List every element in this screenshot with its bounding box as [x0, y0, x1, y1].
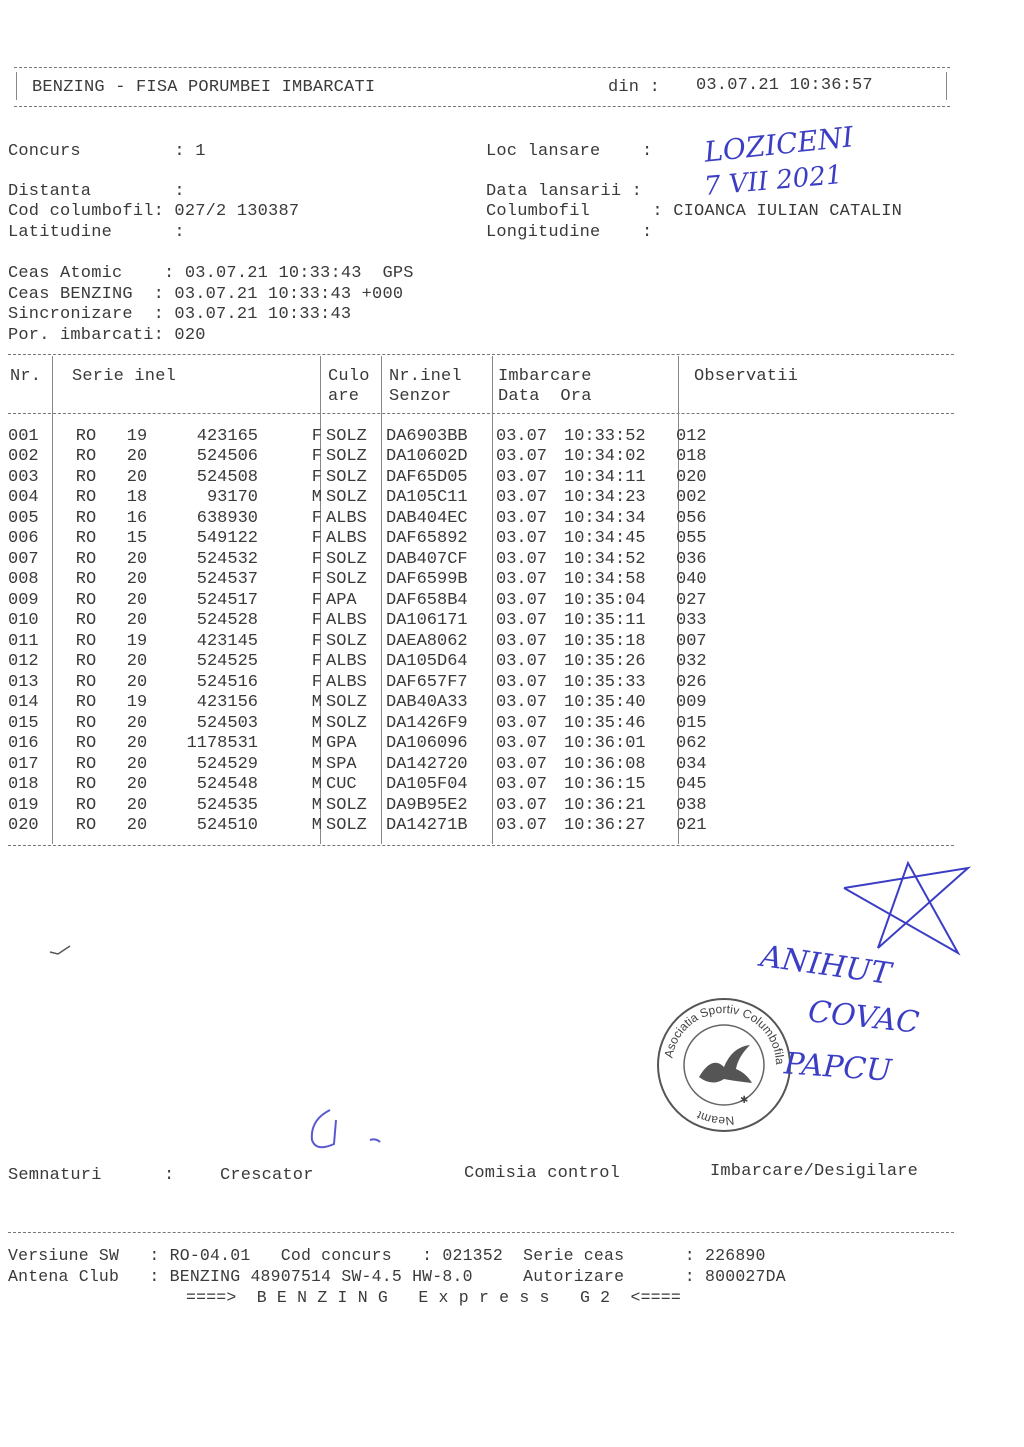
cell-color: SOLZ: [326, 488, 367, 508]
cell-sensor-id: DAF65D05: [386, 467, 468, 487]
dove-icon: [699, 1045, 752, 1083]
cell-country-code: RO: [75, 549, 97, 569]
cell-boarding-date: 03.07: [496, 447, 548, 467]
cell-sensor-id: DAEA8062: [386, 631, 468, 651]
cell-row-number: 015: [8, 713, 39, 733]
cell-ring-number: 524510: [196, 816, 258, 836]
cell-row-number: 007: [8, 549, 39, 569]
cell-observation: 026: [676, 672, 707, 692]
star-signature: [838, 858, 978, 968]
table-row: [8, 426, 736, 447]
cell-sensor-id: DA106171: [386, 611, 468, 631]
cell-ring-year: 20: [126, 672, 148, 692]
cell-country-code: RO: [75, 775, 97, 795]
cell-sex: F: [311, 631, 322, 651]
cell-sex: M: [311, 734, 322, 754]
comisia-control-label: Comisia control: [464, 1164, 621, 1183]
header-culoare-2: are: [328, 387, 360, 406]
cell-boarding-date: 03.07: [496, 713, 548, 733]
cell-ring-year: 20: [126, 590, 148, 610]
cell-country-code: RO: [75, 754, 97, 774]
cell-observation: 034: [676, 754, 707, 774]
date-label: din :: [608, 78, 661, 97]
cell-ring-year: 20: [126, 611, 148, 631]
cell-ring-year: 20: [126, 713, 148, 733]
cell-color: CUC: [326, 775, 357, 795]
cell-observation: 038: [676, 795, 707, 815]
cell-ring-number: 524537: [196, 570, 258, 590]
cell-country-code: RO: [75, 652, 97, 672]
cell-color: SOLZ: [326, 426, 367, 446]
cell-sensor-id: DA14271B: [386, 816, 468, 836]
cell-ring-number: 93170: [206, 488, 258, 508]
cell-color: SOLZ: [326, 570, 367, 590]
cell-row-number: 001: [8, 426, 39, 446]
cell-boarding-date: 03.07: [496, 549, 548, 569]
cell-sex: F: [311, 447, 322, 467]
cell-boarding-date: 03.07: [496, 590, 548, 610]
cell-country-code: RO: [75, 488, 97, 508]
table-row: [8, 652, 736, 673]
header-imbarcare: Imbarcare: [498, 367, 592, 386]
cell-row-number: 011: [8, 631, 39, 651]
cell-color: SPA: [326, 754, 357, 774]
footer-line-1: Versiune SW : RO-04.01 Cod concurs : 021352 Serie ceas : 226890: [8, 1246, 766, 1265]
header-left-rule: [16, 72, 17, 100]
header-senzor: Senzor: [389, 387, 452, 406]
ceas-atomic-field: Ceas Atomic : 03.07.21 10:33:43 GPS: [8, 264, 414, 283]
cell-row-number: 016: [8, 734, 39, 754]
cell-color: ALBS: [326, 508, 367, 528]
document-title: BENZING - FISA PORUMBEI IMBARCATI: [32, 78, 376, 97]
cell-ring-year: 20: [126, 754, 148, 774]
cell-boarding-date: 03.07: [496, 734, 548, 754]
cell-sex: M: [311, 816, 322, 836]
cell-row-number: 013: [8, 672, 39, 692]
cell-observation: 036: [676, 549, 707, 569]
cell-ring-number: 1178531: [186, 734, 258, 754]
cell-observation: 021: [676, 816, 707, 836]
header-top-rule: [14, 67, 950, 68]
cell-sensor-id: DAB407CF: [386, 549, 468, 569]
cell-boarding-time: 10:35:04: [564, 590, 646, 610]
table-row: [8, 467, 736, 488]
cell-ring-number: 524529: [196, 754, 258, 774]
cell-ring-number: 423145: [196, 631, 258, 651]
cell-sex: F: [311, 508, 322, 528]
cell-ring-year: 20: [126, 447, 148, 467]
crescator-signature: [300, 1100, 420, 1160]
document-date: 03.07.21 10:36:57: [696, 76, 873, 95]
cell-sensor-id: DA105D64: [386, 652, 468, 672]
longitudine-field: Longitudine :: [486, 223, 653, 242]
cell-observation: 056: [676, 508, 707, 528]
table-top-rule: [8, 354, 954, 355]
stamp-text-right: Neamt: [694, 1108, 735, 1129]
cell-color: SOLZ: [326, 467, 367, 487]
cell-boarding-date: 03.07: [496, 795, 548, 815]
signature-line-2: COVAC: [806, 994, 921, 1041]
cell-row-number: 014: [8, 693, 39, 713]
cell-ring-year: 19: [126, 631, 148, 651]
cell-boarding-time: 10:35:46: [564, 713, 646, 733]
cell-boarding-time: 10:34:45: [564, 529, 646, 549]
table-bottom-rule: [8, 845, 954, 846]
cell-row-number: 020: [8, 816, 39, 836]
table-row: [8, 508, 736, 529]
table-row: [8, 816, 736, 837]
cell-color: SOLZ: [326, 795, 367, 815]
table-row: [8, 590, 736, 611]
cell-country-code: RO: [75, 611, 97, 631]
cell-observation: 027: [676, 590, 707, 610]
cell-country-code: RO: [75, 693, 97, 713]
cell-ring-number: 524548: [196, 775, 258, 795]
table-row: [8, 672, 736, 693]
cell-boarding-time: 10:35:40: [564, 693, 646, 713]
semnaturi-label: Semnaturi :: [8, 1166, 175, 1185]
header-serie-inel: Serie inel: [72, 367, 177, 386]
table-row: [8, 734, 736, 755]
cell-color: ALBS: [326, 652, 367, 672]
cell-ring-number: 524535: [196, 795, 258, 815]
cell-observation: 018: [676, 447, 707, 467]
cell-boarding-time: 10:34:11: [564, 467, 646, 487]
cell-ring-number: 524525: [196, 652, 258, 672]
cell-ring-year: 20: [126, 795, 148, 815]
cell-ring-year: 20: [126, 570, 148, 590]
cell-color: SOLZ: [326, 631, 367, 651]
cell-country-code: RO: [75, 713, 97, 733]
cell-sex: F: [311, 672, 322, 692]
cell-ring-year: 15: [126, 529, 148, 549]
cell-sensor-id: DA6903BB: [386, 426, 468, 446]
table-row: [8, 775, 736, 796]
cell-row-number: 006: [8, 529, 39, 549]
cell-boarding-date: 03.07: [496, 467, 548, 487]
cell-boarding-date: 03.07: [496, 754, 548, 774]
cell-country-code: RO: [75, 672, 97, 692]
concurs-field: Concurs : 1: [8, 142, 206, 161]
cell-color: SOLZ: [326, 693, 367, 713]
data-lansarii-handwritten: 7 VII 2021: [702, 160, 844, 202]
cell-ring-year: 19: [126, 426, 148, 446]
svg-text:✱: ✱: [740, 1095, 749, 1106]
cell-ring-year: 20: [126, 652, 148, 672]
cell-ring-number: 524517: [196, 590, 258, 610]
signature-line-3: PAPCU: [782, 1046, 893, 1089]
cell-boarding-time: 10:34:58: [564, 570, 646, 590]
cell-sex: M: [311, 693, 322, 713]
cell-color: ALBS: [326, 611, 367, 631]
cell-ring-number: 524528: [196, 611, 258, 631]
cell-sensor-id: DAF6599B: [386, 570, 468, 590]
cell-country-code: RO: [75, 447, 97, 467]
table-row: [8, 693, 736, 714]
cell-boarding-time: 10:35:18: [564, 631, 646, 651]
cell-observation: 033: [676, 611, 707, 631]
cell-observation: 012: [676, 426, 707, 446]
header-observatii: Observatii: [694, 367, 799, 386]
cell-sensor-id: DAB404EC: [386, 508, 468, 528]
table-row: [8, 447, 736, 468]
cell-row-number: 019: [8, 795, 39, 815]
cell-boarding-date: 03.07: [496, 488, 548, 508]
cell-boarding-time: 10:34:23: [564, 488, 646, 508]
cell-boarding-date: 03.07: [496, 816, 548, 836]
header-nr-inel: Nr.inel: [389, 367, 462, 386]
cell-ring-number: 423165: [196, 426, 258, 446]
crescator-label: Crescator: [220, 1166, 314, 1185]
cell-sex: F: [311, 570, 322, 590]
header-nr: Nr.: [10, 367, 42, 386]
imbarcare-desigilare-label: Imbarcare/Desigilare: [710, 1162, 919, 1181]
cell-boarding-time: 10:36:27: [564, 816, 646, 836]
latitudine-field: Latitudine :: [8, 223, 185, 242]
cell-boarding-date: 03.07: [496, 672, 548, 692]
cell-ring-number: 524506: [196, 447, 258, 467]
cell-ring-number: 524508: [196, 467, 258, 487]
cell-row-number: 018: [8, 775, 39, 795]
cell-color: SOLZ: [326, 447, 367, 467]
cell-ring-year: 20: [126, 549, 148, 569]
cell-ring-year: 20: [126, 467, 148, 487]
cell-sex: M: [311, 795, 322, 815]
cell-country-code: RO: [75, 529, 97, 549]
small-mark: [48, 942, 78, 958]
cell-ring-year: 19: [126, 693, 148, 713]
cell-row-number: 009: [8, 590, 39, 610]
cell-color: GPA: [326, 734, 357, 754]
cell-sex: F: [311, 529, 322, 549]
cell-boarding-time: 10:36:01: [564, 734, 646, 754]
cell-country-code: RO: [75, 734, 97, 754]
cell-boarding-time: 10:33:52: [564, 426, 646, 446]
loc-lansare-handwritten: LOZICENI: [702, 120, 855, 169]
cell-row-number: 004: [8, 488, 39, 508]
cell-ring-year: 20: [126, 775, 148, 795]
table-row: [8, 611, 736, 632]
cell-ring-year: 16: [126, 508, 148, 528]
cell-country-code: RO: [75, 508, 97, 528]
cell-sex: M: [311, 488, 322, 508]
footer-line-3: ====> B E N Z I N G E x p r e s s G 2 <====: [186, 1288, 681, 1307]
cell-ring-number: 524503: [196, 713, 258, 733]
columbofil-field: Columbofil : CIOANCA IULIAN CATALIN: [486, 202, 903, 221]
cell-row-number: 017: [8, 754, 39, 774]
cell-sex: F: [311, 652, 322, 672]
cell-observation: 009: [676, 693, 707, 713]
table-header-rule: [8, 413, 954, 414]
header-data-ora: Data Ora: [498, 387, 592, 406]
cell-country-code: RO: [75, 795, 97, 815]
cell-sensor-id: DA106096: [386, 734, 468, 754]
cell-color: ALBS: [326, 672, 367, 692]
cell-sex: F: [311, 590, 322, 610]
cell-observation: 040: [676, 570, 707, 590]
cell-sex: F: [311, 611, 322, 631]
data-lansarii-field: Data lansarii :: [486, 182, 643, 201]
table-row: [8, 549, 736, 570]
cell-country-code: RO: [75, 590, 97, 610]
porumbei-imbarcati-field: Por. imbarcati: 020: [8, 326, 206, 345]
stamp-text-top: Asociatia Sportiv Columbofila: [661, 1001, 788, 1066]
table-row: [8, 529, 736, 550]
signature-line-1: ANIHUT: [758, 939, 894, 992]
cell-boarding-time: 10:36:08: [564, 754, 646, 774]
cell-boarding-date: 03.07: [496, 652, 548, 672]
cell-ring-year: 20: [126, 816, 148, 836]
cell-boarding-time: 10:35:11: [564, 611, 646, 631]
cell-color: SOLZ: [326, 549, 367, 569]
table-row: [8, 754, 736, 775]
cell-observation: 032: [676, 652, 707, 672]
cell-boarding-date: 03.07: [496, 631, 548, 651]
cell-observation: 007: [676, 631, 707, 651]
distanta-field: Distanta :: [8, 182, 185, 201]
cell-sensor-id: DA105C11: [386, 488, 468, 508]
cell-boarding-date: 03.07: [496, 426, 548, 446]
cell-country-code: RO: [75, 426, 97, 446]
cell-sensor-id: DAF657F7: [386, 672, 468, 692]
cell-sex: F: [311, 467, 322, 487]
table-row: [8, 570, 736, 591]
cell-row-number: 003: [8, 467, 39, 487]
cell-ring-number: 524532: [196, 549, 258, 569]
cell-color: APA: [326, 590, 357, 610]
cell-boarding-time: 10:34:02: [564, 447, 646, 467]
cell-row-number: 005: [8, 508, 39, 528]
loc-lansare-field: Loc lansare :: [486, 142, 653, 161]
cell-boarding-time: 10:35:33: [564, 672, 646, 692]
sincronizare-field: Sincronizare : 03.07.21 10:33:43: [8, 305, 352, 324]
cell-observation: 015: [676, 713, 707, 733]
cell-ring-year: 20: [126, 734, 148, 754]
header-right-rule: [946, 72, 947, 100]
cell-color: ALBS: [326, 529, 367, 549]
cell-sensor-id: DA105F04: [386, 775, 468, 795]
cell-boarding-time: 10:34:34: [564, 508, 646, 528]
cell-row-number: 010: [8, 611, 39, 631]
cell-boarding-time: 10:34:52: [564, 549, 646, 569]
cell-sensor-id: DAB40A33: [386, 693, 468, 713]
cell-ring-number: 549122: [196, 529, 258, 549]
cell-row-number: 002: [8, 447, 39, 467]
cell-boarding-date: 03.07: [496, 570, 548, 590]
table-row: [8, 795, 736, 816]
cell-sensor-id: DA10602D: [386, 447, 468, 467]
cell-country-code: RO: [75, 816, 97, 836]
cell-boarding-time: 10:36:15: [564, 775, 646, 795]
cell-sensor-id: DA142720: [386, 754, 468, 774]
footer-line-2: Antena Club : BENZING 48907514 SW-4.5 HW-8.0 Autorizare : 800027DA: [8, 1267, 786, 1286]
cell-boarding-date: 03.07: [496, 529, 548, 549]
table-row: [8, 713, 736, 734]
cell-color: SOLZ: [326, 816, 367, 836]
header-culoare-1: Culo: [328, 367, 370, 386]
cell-sex: M: [311, 754, 322, 774]
cell-sex: M: [311, 713, 322, 733]
table-row: [8, 631, 736, 652]
cell-country-code: RO: [75, 570, 97, 590]
cell-sensor-id: DAF658B4: [386, 590, 468, 610]
footer-top-rule: [8, 1232, 954, 1233]
cell-sensor-id: DAF65892: [386, 529, 468, 549]
pigeon-table: [8, 426, 736, 836]
cod-columbofil-field: Cod columbofil: 027/2 130387: [8, 202, 300, 221]
cell-boarding-date: 03.07: [496, 508, 548, 528]
cell-boarding-date: 03.07: [496, 775, 548, 795]
cell-row-number: 008: [8, 570, 39, 590]
cell-sensor-id: DA9B95E2: [386, 795, 468, 815]
cell-sensor-id: DA1426F9: [386, 713, 468, 733]
cell-ring-year: 18: [126, 488, 148, 508]
cell-sex: F: [311, 426, 322, 446]
header-bottom-rule: [14, 106, 950, 107]
club-stamp: [654, 995, 794, 1135]
cell-observation: 055: [676, 529, 707, 549]
cell-country-code: RO: [75, 467, 97, 487]
cell-ring-number: 423156: [196, 693, 258, 713]
cell-boarding-time: 10:35:26: [564, 652, 646, 672]
cell-observation: 045: [676, 775, 707, 795]
cell-boarding-time: 10:36:21: [564, 795, 646, 815]
cell-boarding-date: 03.07: [496, 611, 548, 631]
ceas-benzing-field: Ceas BENZING : 03.07.21 10:33:43 +000: [8, 285, 404, 304]
cell-observation: 062: [676, 734, 707, 754]
cell-ring-number: 524516: [196, 672, 258, 692]
cell-observation: 020: [676, 467, 707, 487]
cell-boarding-date: 03.07: [496, 693, 548, 713]
cell-ring-number: 638930: [196, 508, 258, 528]
cell-sex: M: [311, 775, 322, 795]
table-row: [8, 488, 736, 509]
cell-observation: 002: [676, 488, 707, 508]
cell-country-code: RO: [75, 631, 97, 651]
cell-sex: F: [311, 549, 322, 569]
cell-row-number: 012: [8, 652, 39, 672]
cell-color: SOLZ: [326, 713, 367, 733]
